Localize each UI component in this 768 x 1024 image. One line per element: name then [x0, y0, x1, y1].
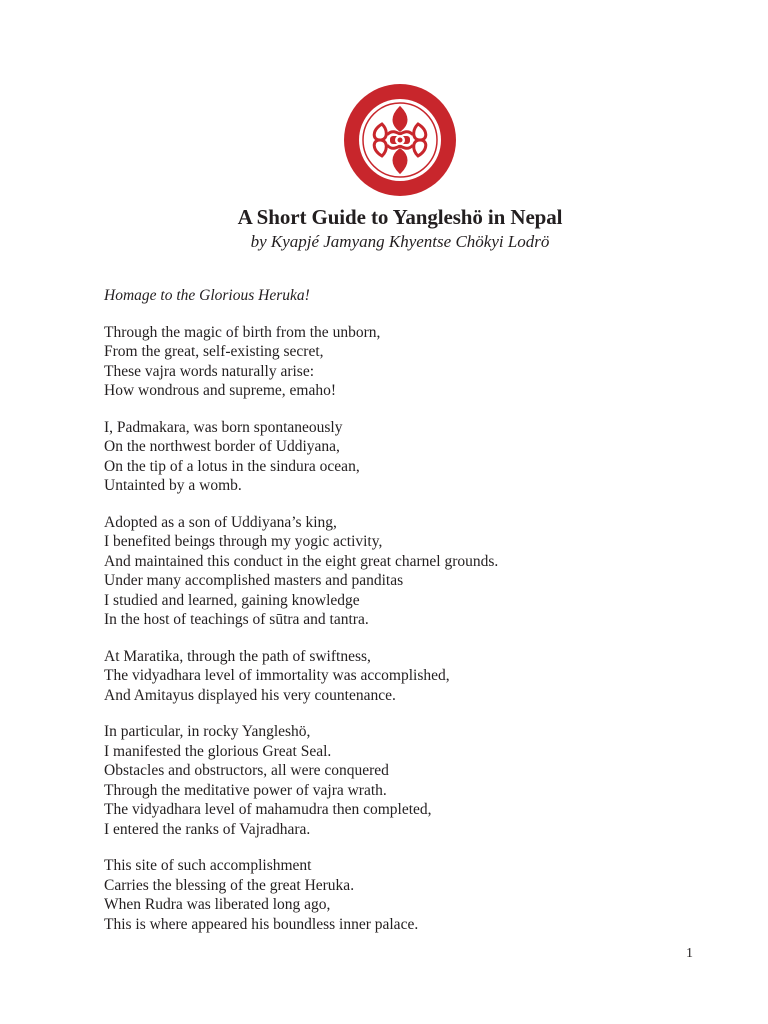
poem-line: I manifested the glorious Great Seal.	[104, 742, 332, 760]
stanza-4	[104, 647, 744, 706]
poem-line: In particular, in rocky Yangleshö,	[104, 723, 311, 740]
poem-line: The vidyadhara level of mahamudra then completed,	[104, 801, 432, 818]
poem-line: And Amitayus displayed his very countenance.	[104, 686, 396, 704]
poem-line: Untainted by a womb.	[104, 477, 242, 494]
homage-line: Homage to the Glorious Heruka!	[104, 287, 310, 304]
poem-line: This site of such accomplishment	[104, 857, 312, 874]
poem-line: The vidyadhara level of immortality was accomplished,	[104, 667, 450, 684]
poem-line: I benefited beings through my yogic activity,	[104, 533, 383, 550]
stanza-3	[104, 513, 744, 630]
poem-line: At Maratika, through the path of swiftness,	[104, 647, 371, 665]
poem-line: In the host of teachings of sūtra and tantra.	[104, 611, 369, 628]
page-number: 1	[686, 946, 693, 961]
poem-line: On the tip of a lotus in the sindura ocean,	[104, 457, 360, 475]
document-title: A Short Guide to Yangleshö in Nepal	[237, 205, 563, 229]
vajra-emblem-icon	[344, 84, 456, 196]
poem-line: This is where appeared his boundless inner palace.	[104, 915, 419, 933]
stanza-6	[104, 856, 744, 934]
poem-line: Through the meditative power of vajra wrath.	[104, 781, 387, 799]
poem-line: I, Padmakara, was born spontaneously	[104, 418, 343, 436]
poem-line: I studied and learned, gaining knowledge	[104, 591, 360, 609]
poem-line: These vajra words naturally arise:	[104, 362, 315, 380]
stanza-5	[104, 722, 744, 839]
poem-line: And maintained this conduct in the eight great charnel grounds.	[104, 552, 499, 570]
poem-line: From the great, self-existing secret,	[104, 343, 324, 360]
poem-line: Under many accomplished masters and panditas	[104, 572, 404, 589]
stanza-2	[104, 418, 744, 496]
poem-line: How wondrous and supreme, emaho!	[104, 382, 337, 399]
document-byline: by Kyapjé Jamyang Khyentse Chökyi Lodrö	[250, 232, 550, 251]
poem-line: Obstacles and obstructors, all were conquered	[104, 762, 389, 779]
poem-body	[104, 286, 744, 951]
poem-line: Adopted as a son of Uddiyana’s king,	[104, 513, 337, 531]
poem-line: Through the magic of birth from the unborn,	[104, 323, 381, 341]
poem-line: When Rudra was liberated long ago,	[104, 896, 331, 913]
poem-line: Carries the blessing of the great Heruka.	[104, 876, 355, 894]
poem-line: I entered the ranks of Vajradhara.	[104, 820, 311, 838]
stanza-1	[104, 323, 744, 401]
poem-line: On the northwest border of Uddiyana,	[104, 438, 340, 455]
